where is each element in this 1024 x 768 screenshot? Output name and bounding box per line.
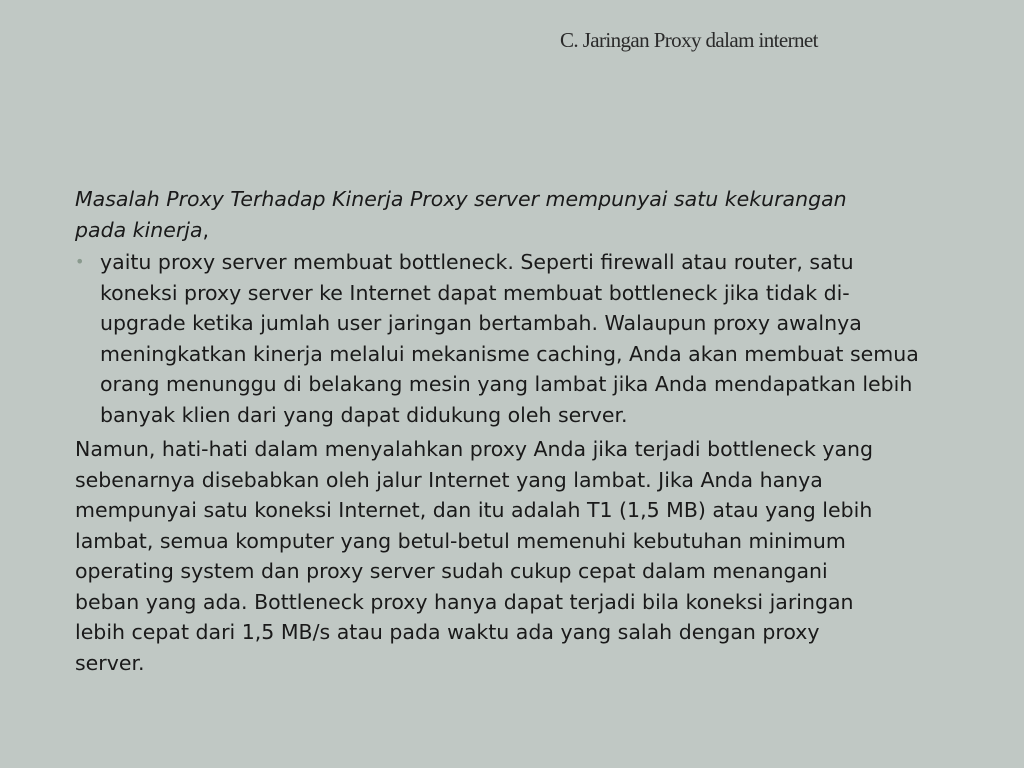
body-paragraph: Namun, hati-hati dalam menyalahkan proxy Anda jika terjadi bottleneck yang sebenarnya disebabkan oleh jalur Internet yang lambat. Jika Anda hanya mempunyai satu koneksi Internet, dan itu adalah T1 (1,5 MB) atau yang lebih lambat, semua komputer yang betul-betul memenuhi kebutuhan minimum operating system dan proxy server sudah cukup cepat dalam menangani beban yang ada. Bottleneck proxy hanya dapat terjadi bila koneksi jaringan lebih cepat dari 1,5 MB/s atau pada waktu ada yang salah dengan proxy server. [75,437,874,675]
bullet-list [75,247,955,430]
bullet-dot-icon: • [75,252,85,271]
intro-comma: , [202,217,210,242]
intro-text [75,184,855,245]
bullet-text: yaitu proxy server membuat bottleneck. Seperti firewall atau router, satu koneksi proxy server ke Internet dapat membuat bottleneck jika tidak di-upgrade ketika jumlah user jaringan bertambah. Walaupun proxy awalnya meningkatkan kinerja melalui mekanisme caching, Anda akan membuat semua orang menunggu di belakang mesin yang lambat jika Anda mendapatkan lebih banyak klien dari yang dapat didukung oleh server. [100,250,919,427]
slide-content [75,184,955,678]
intro-italic: Masalah Proxy Terhadap Kinerja Proxy server mempunyai satu kekurangan pada kinerja [75,187,847,242]
slide-title: C. Jaringan Proxy dalam internet [560,28,818,52]
list-item [75,247,920,430]
